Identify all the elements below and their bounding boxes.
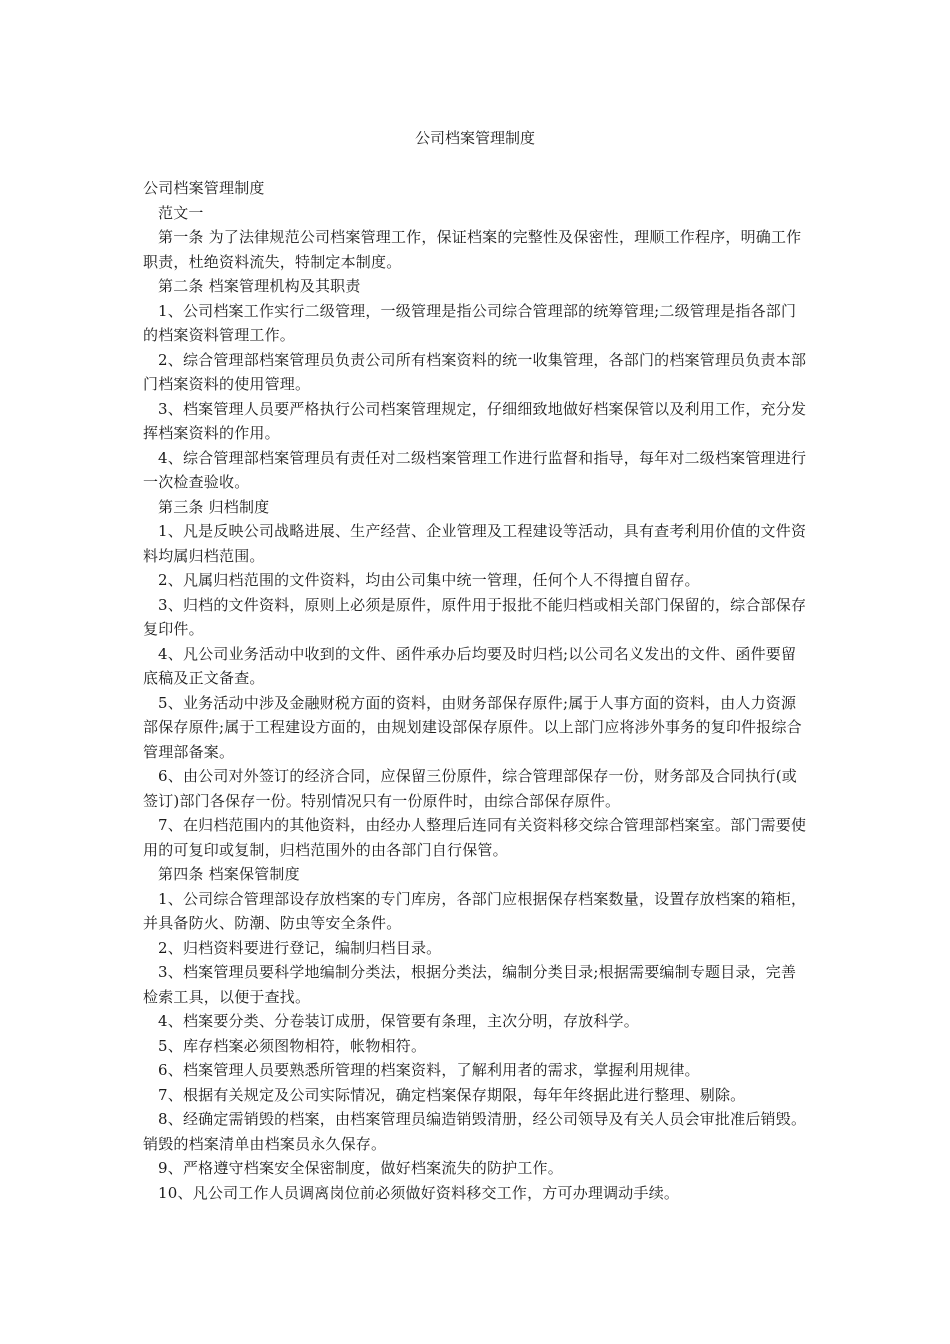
document-paragraph: 4、档案要分类、分卷装订成册，保管要有条理，主次分明，存放科学。 xyxy=(158,1012,639,1030)
document-paragraph: 第三条 归档制度 xyxy=(158,497,270,516)
document-paragraph: 3、档案管理员要科学地编制分类法，根据分类法，编制分类目录;根据需要编制专题目录，完善检索工具，以便于查找。 xyxy=(143,963,797,1006)
document-paragraph: 公司档案管理制度 xyxy=(143,179,265,197)
document-paragraph: 4、凡公司业务活动中收到的文件、函件承办后均要及时归档;以公司名义发出的文件、函件要留底稿及正文备查。 xyxy=(143,644,797,687)
document-paragraph: 2、凡属归档范围的文件资料，均由公司集中统一管理，任何个人不得擅自留存。 xyxy=(158,571,700,589)
document-paragraph: 5、业务活动中涉及金融财税方面的资料，由财务部保存原件;属于人事方面的资料，由人力资源部保存原件;属于工程建设方面的，由规划建设部保存原件。以上部门应将涉外事务的复印件报综合管理部备案。 xyxy=(143,693,802,761)
document-paragraph: 8、经确定需销毁的档案，由档案管理员编造销毁清册，经公司领导及有关人员会审批准后销毁。销毁的档案清单由档案员永久保存。 xyxy=(143,1110,807,1153)
document-paragraph: 7、根据有关规定及公司实际情况，确定档案保存期限，每年年终据此进行整理、剔除。 xyxy=(158,1085,746,1104)
document-paragraph: 2、综合管理部档案管理员负责公司所有档案资料的统一收集管理，各部门的档案管理员负责本部门档案资料的使用管理。 xyxy=(143,350,807,393)
document-paragraph: 1、凡是反映公司战略进展、生产经营、企业管理及工程建设等活动，具有查考利用价值的文件资料均属归档范围。 xyxy=(143,522,807,565)
document-paragraph: 4、综合管理部档案管理员有责任对二级档案管理工作进行监督和指导，每年对二级档案管理进行一次检查验收。 xyxy=(143,448,807,491)
document-paragraph: 5、库存档案必须图物相符，帐物相符。 xyxy=(158,1036,427,1055)
document-paragraph: 2、归档资料要进行登记，编制归档目录。 xyxy=(158,938,442,957)
document-paragraph: 3、归档的文件资料，原则上必须是原件，原件用于报批不能归档或相关部门保留的，综合部保存复印件。 xyxy=(143,595,807,638)
document-paragraph: 6、由公司对外签订的经济合同，应保留三份原件，综合管理部保存一份，财务部及合同执行(或签订)部门各保存一份。特别情况只有一份原件时，由综合部保存原件。 xyxy=(143,767,797,810)
document-paragraph: 6、档案管理人员要熟悉所管理的档案资料，了解利用者的需求，掌握利用规律。 xyxy=(158,1061,700,1079)
document-title: 公司档案管理制度 xyxy=(414,129,535,147)
document-paragraph: 1、公司档案工作实行二级管理，一级管理是指公司综合管理部的统筹管理;二级管理是指各部门的档案资料管理工作。 xyxy=(143,301,797,344)
document-paragraph: 1、公司综合管理部设存放档案的专门库房，各部门应根据保存档案数量，设置存放档案的箱柜，并具备防火、防潮、防虫等安全条件。 xyxy=(143,889,807,932)
document-paragraph: 9、严格遵守档案安全保密制度，做好档案流失的防护工作。 xyxy=(158,1159,563,1177)
document-paragraph: 10、凡公司工作人员调离岗位前必须做好资料移交工作，方可办理调动手续。 xyxy=(158,1183,680,1202)
document-body xyxy=(143,176,811,1205)
document-paragraph: 第四条 档案保管制度 xyxy=(158,865,300,883)
document-paragraph: 第一条 为了法律规范公司档案管理工作，保证档案的完整性及保密性，理顺工作程序，明确工作职责，杜绝资料流失，特制定本制度。 xyxy=(143,228,802,271)
document-paragraph: 7、在归档范围内的其他资料，由经办人整理后连同有关资料移交综合管理部档案室。部门需要使用的可复印或复制，归档范围外的由各部门自行保管。 xyxy=(143,816,807,859)
document-paragraph: 范文一 xyxy=(158,203,204,222)
document-paragraph: 第二条 档案管理机构及其职责 xyxy=(158,277,361,295)
document-paragraph: 3、档案管理人员要严格执行公司档案管理规定，仔细细致地做好档案保管以及利用工作，充分发挥档案资料的作用。 xyxy=(143,399,807,442)
